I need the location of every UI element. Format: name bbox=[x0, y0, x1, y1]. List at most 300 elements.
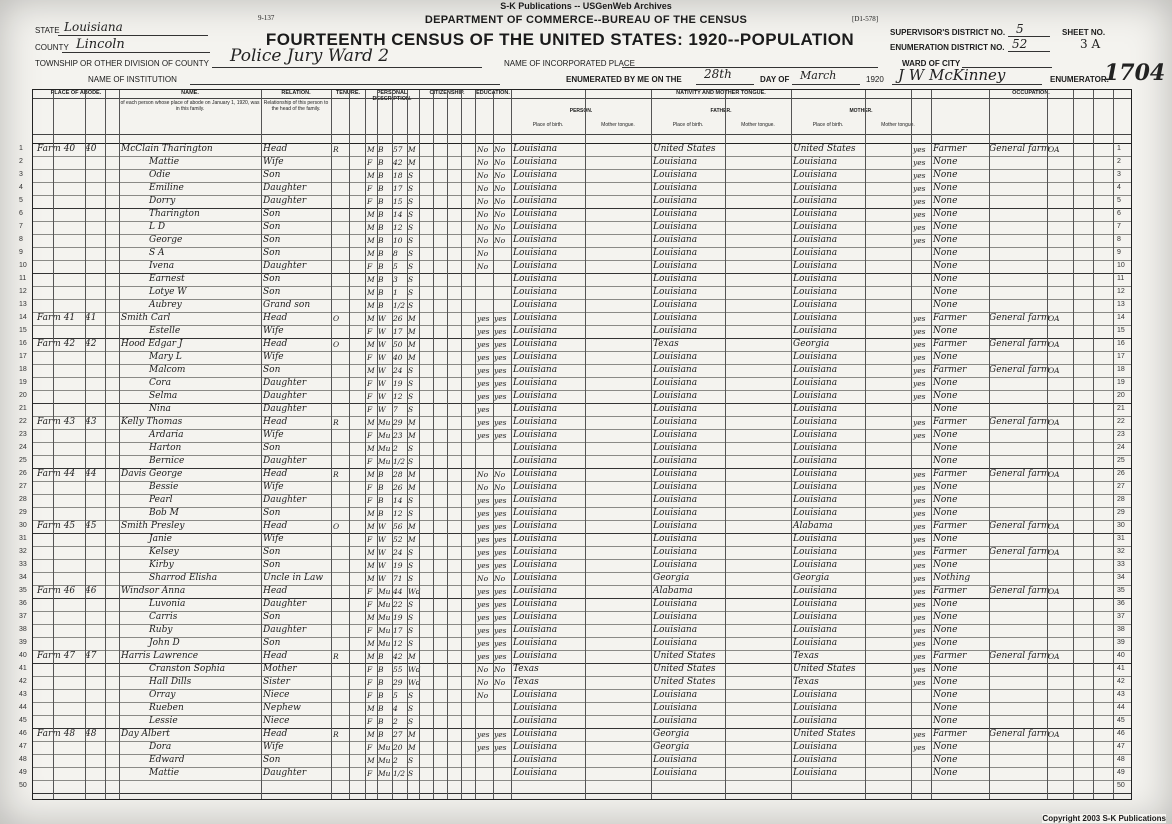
line-number: 13 bbox=[19, 301, 27, 308]
cell-rel: Son bbox=[263, 274, 281, 284]
cell-ms: S bbox=[408, 392, 414, 401]
column-rule bbox=[419, 90, 420, 799]
cell-wr: yes bbox=[494, 418, 507, 427]
cell-sex: M bbox=[367, 561, 375, 570]
cell-occ: None bbox=[933, 391, 958, 401]
county-label: COUNTY bbox=[35, 43, 69, 52]
line-number: 1 bbox=[19, 145, 23, 152]
table-row bbox=[19, 351, 1131, 365]
line-number: 38 bbox=[19, 626, 27, 633]
cell-name: Mattie bbox=[149, 768, 180, 778]
line-number: 9 bbox=[19, 249, 23, 256]
cell-rel: Head bbox=[263, 144, 288, 154]
cell-wr: yes bbox=[494, 548, 507, 557]
line-number-right: 43 bbox=[1117, 691, 1125, 698]
cell-ind: General farm bbox=[989, 469, 1050, 479]
cell-name: Day Albert bbox=[121, 729, 170, 739]
cell-sex: M bbox=[367, 704, 375, 713]
table-row bbox=[19, 234, 1131, 248]
line-number-right: 20 bbox=[1117, 392, 1125, 399]
cell-mpob: United States bbox=[793, 664, 856, 674]
cell-age: 12 bbox=[393, 509, 403, 518]
cell-race: B bbox=[378, 275, 384, 284]
cell-cls: OA bbox=[1048, 730, 1060, 739]
cell-fpob: Louisiana bbox=[653, 430, 698, 440]
cell-name: Bob M bbox=[149, 508, 179, 518]
cell-rel: Daughter bbox=[263, 456, 307, 466]
enumerator-label: ENUMERATOR. bbox=[1050, 75, 1109, 84]
line-number-right: 46 bbox=[1117, 730, 1125, 737]
cell-fam: 40 bbox=[85, 144, 97, 154]
cell-rd: No bbox=[477, 171, 489, 180]
cell-cls: OA bbox=[1048, 587, 1060, 596]
cell-name: S A bbox=[149, 248, 165, 258]
cell-mpob: Louisiana bbox=[793, 209, 838, 219]
cell-name: Luvonia bbox=[149, 599, 186, 609]
cell-rd: yes bbox=[477, 353, 490, 362]
copyright-notice: Copyright 2003 S-K Publications bbox=[1042, 814, 1166, 823]
cell-fam: 45 bbox=[85, 521, 97, 531]
cell-pob: Louisiana bbox=[513, 235, 558, 245]
table-row bbox=[19, 546, 1131, 560]
cell-occ: None bbox=[933, 248, 958, 258]
cell-fpob: Louisiana bbox=[653, 248, 698, 258]
column-rule bbox=[791, 90, 792, 799]
cell-rd: yes bbox=[477, 743, 490, 752]
cell-occ: Farmer bbox=[933, 547, 967, 557]
cell-mpob: Louisiana bbox=[793, 716, 838, 726]
cell-sex: M bbox=[367, 548, 375, 557]
table-row bbox=[19, 741, 1131, 755]
cell-own: R bbox=[333, 418, 339, 427]
cell-ms: M bbox=[408, 158, 416, 167]
cell-eng: yes bbox=[913, 158, 926, 167]
cell-race: Mu bbox=[378, 587, 391, 596]
cell-rel: Daughter bbox=[263, 404, 307, 414]
cell-race: W bbox=[378, 535, 386, 544]
cell-rd: yes bbox=[477, 366, 490, 375]
cell-wr: No bbox=[494, 197, 506, 206]
cell-ms: S bbox=[408, 197, 414, 206]
line-number: 10 bbox=[19, 262, 27, 269]
cell-sex: F bbox=[367, 353, 373, 362]
cell-mpob: Louisiana bbox=[793, 560, 838, 570]
cell-eng: yes bbox=[913, 340, 926, 349]
cell-rel: Head bbox=[263, 339, 288, 349]
cell-pob: Louisiana bbox=[513, 196, 558, 206]
cell-rel: Son bbox=[263, 612, 281, 622]
line-number: 35 bbox=[19, 587, 27, 594]
cell-cls: OA bbox=[1048, 548, 1060, 557]
cell-ms: S bbox=[408, 769, 414, 778]
cell-mpob: Louisiana bbox=[793, 417, 838, 427]
cell-name: Mary L bbox=[149, 352, 182, 362]
cell-ms: M bbox=[408, 340, 416, 349]
cell-eng: yes bbox=[913, 418, 926, 427]
state-label: STATE bbox=[35, 26, 60, 35]
cell-name: Sharrod Elisha bbox=[149, 573, 218, 583]
cell-eng: yes bbox=[913, 431, 926, 440]
cell-age: 14 bbox=[393, 210, 403, 219]
cell-pob: Texas bbox=[513, 677, 539, 687]
cell-ms: M bbox=[408, 418, 416, 427]
column-rule bbox=[349, 90, 350, 799]
line-number-right: 31 bbox=[1117, 535, 1125, 542]
table-row bbox=[19, 260, 1131, 274]
cell-ms: S bbox=[408, 613, 414, 622]
cell-fam: 44 bbox=[85, 469, 97, 479]
cell-rd: No bbox=[477, 145, 489, 154]
cell-name: Carris bbox=[149, 612, 178, 622]
cell-race: B bbox=[378, 652, 384, 661]
cell-sex: M bbox=[367, 613, 375, 622]
cell-name: Pearl bbox=[149, 495, 173, 505]
line-number-right: 30 bbox=[1117, 522, 1125, 529]
column-rule bbox=[447, 90, 448, 799]
cell-age: 42 bbox=[393, 652, 403, 661]
cell-ms: M bbox=[408, 535, 416, 544]
cell-rel: Daughter bbox=[263, 391, 307, 401]
cell-dw: Farm 40 bbox=[37, 144, 76, 154]
cell-name: Kelsey bbox=[149, 547, 179, 557]
cell-name: Hall Dills bbox=[149, 677, 192, 687]
line-number: 3 bbox=[19, 171, 23, 178]
cell-eng: yes bbox=[913, 327, 926, 336]
cell-eng: yes bbox=[913, 730, 926, 739]
line-number-right: 2 bbox=[1117, 158, 1121, 165]
cell-eng: yes bbox=[913, 509, 926, 518]
cell-rd: yes bbox=[477, 626, 490, 635]
table-row bbox=[19, 611, 1131, 625]
cell-occ: None bbox=[933, 456, 958, 466]
line-number-right: 4 bbox=[1117, 184, 1121, 191]
cell-mpob: Louisiana bbox=[793, 547, 838, 557]
cell-name: Nina bbox=[149, 404, 171, 414]
cell-occ: Farmer bbox=[933, 417, 967, 427]
line-number: 21 bbox=[19, 405, 27, 412]
cell-race: Mu bbox=[378, 444, 391, 453]
cell-mpob: Louisiana bbox=[793, 742, 838, 752]
line-number-right: 26 bbox=[1117, 470, 1125, 477]
cell-own: O bbox=[333, 522, 340, 531]
cell-name: Dorry bbox=[149, 196, 176, 206]
cell-ind: General farm bbox=[989, 651, 1050, 661]
line-number: 2 bbox=[19, 158, 23, 165]
line-number-right: 19 bbox=[1117, 379, 1125, 386]
cell-sex: M bbox=[367, 171, 375, 180]
cell-mpob: Louisiana bbox=[793, 274, 838, 284]
line-number: 8 bbox=[19, 236, 23, 243]
line-number-right: 10 bbox=[1117, 262, 1125, 269]
table-row bbox=[19, 585, 1131, 599]
cell-occ: Farmer bbox=[933, 729, 967, 739]
cell-wr: No bbox=[494, 574, 506, 583]
table-row bbox=[19, 247, 1131, 261]
cell-eng: yes bbox=[913, 483, 926, 492]
line-number-right: 28 bbox=[1117, 496, 1125, 503]
page-title: FOURTEENTH CENSUS OF THE UNITED STATES: 1920--POPULATION bbox=[265, 30, 855, 49]
cell-fpob: Louisiana bbox=[653, 287, 698, 297]
cell-occ: None bbox=[933, 612, 958, 622]
cell-name: Cranston Sophia bbox=[149, 664, 226, 674]
table-row bbox=[19, 312, 1131, 326]
cell-fpob: Louisiana bbox=[653, 365, 698, 375]
table-row bbox=[19, 143, 1131, 157]
cell-mpob: Louisiana bbox=[793, 365, 838, 375]
cell-ms: S bbox=[408, 496, 414, 505]
line-number: 33 bbox=[19, 561, 27, 568]
cell-rel: Grand son bbox=[263, 300, 311, 310]
cell-race: B bbox=[378, 301, 384, 310]
cell-name: McClain Tharington bbox=[121, 144, 213, 154]
line-number-right: 32 bbox=[1117, 548, 1125, 555]
cell-occ: None bbox=[933, 183, 958, 193]
cell-eng: yes bbox=[913, 548, 926, 557]
cell-pob: Louisiana bbox=[513, 183, 558, 193]
cell-sex: F bbox=[367, 691, 373, 700]
table-row bbox=[19, 559, 1131, 573]
cell-name: Lotye W bbox=[149, 287, 187, 297]
form-number: 9-137 bbox=[258, 14, 275, 22]
column-rule bbox=[911, 90, 912, 799]
line-number-right: 14 bbox=[1117, 314, 1125, 321]
cell-sex: M bbox=[367, 288, 375, 297]
cell-eng: yes bbox=[913, 743, 926, 752]
institution-label: NAME OF INSTITUTION bbox=[88, 75, 177, 84]
table-row bbox=[19, 325, 1131, 339]
cell-occ: None bbox=[933, 326, 958, 336]
column-rule bbox=[392, 90, 393, 799]
cell-ms: S bbox=[408, 262, 414, 271]
cell-race: B bbox=[378, 678, 384, 687]
line-number: 40 bbox=[19, 652, 27, 659]
cell-ms: S bbox=[408, 405, 414, 414]
column-rule bbox=[85, 90, 86, 799]
cell-race: Mu bbox=[378, 626, 391, 635]
table-row bbox=[19, 624, 1131, 638]
cell-race: B bbox=[378, 509, 384, 518]
cell-name: Mattie bbox=[149, 157, 180, 167]
cell-eng: yes bbox=[913, 639, 926, 648]
cell-occ: None bbox=[933, 222, 958, 232]
cell-fpob: Louisiana bbox=[653, 378, 698, 388]
cell-occ: None bbox=[933, 677, 958, 687]
cell-sex: M bbox=[367, 470, 375, 479]
cell-ms: S bbox=[408, 509, 414, 518]
cell-mpob: Louisiana bbox=[793, 495, 838, 505]
cell-fpob: Georgia bbox=[653, 573, 690, 583]
cell-mpob: Louisiana bbox=[793, 768, 838, 778]
line-number: 26 bbox=[19, 470, 27, 477]
cell-ms: M bbox=[408, 353, 416, 362]
cell-pob: Louisiana bbox=[513, 755, 558, 765]
cell-ms: S bbox=[408, 171, 414, 180]
table-row bbox=[19, 572, 1131, 586]
cell-rd: yes bbox=[477, 405, 490, 414]
cell-ind: General farm bbox=[989, 586, 1050, 596]
person-heading: PERSON. bbox=[569, 108, 593, 114]
cell-pob: Louisiana bbox=[513, 209, 558, 219]
cell-pob: Louisiana bbox=[513, 729, 558, 739]
column-rule bbox=[407, 90, 408, 799]
cell-fpob: United States bbox=[653, 677, 716, 687]
cell-rel: Mother bbox=[263, 664, 297, 674]
cell-occ: None bbox=[933, 274, 958, 284]
cell-age: 17 bbox=[393, 626, 403, 635]
person-tongue-heading: Mother tongue. bbox=[601, 122, 635, 128]
cell-eng: yes bbox=[913, 392, 926, 401]
cell-mpob: Georgia bbox=[793, 573, 830, 583]
sheet-number-value: 3 A bbox=[1080, 37, 1101, 51]
line-number-right: 50 bbox=[1117, 782, 1125, 789]
publisher-banner: S-K Publications -- USGenWeb Archives bbox=[500, 1, 672, 11]
cell-fpob: Louisiana bbox=[653, 599, 698, 609]
cell-wr: yes bbox=[494, 327, 507, 336]
cell-rd: No bbox=[477, 210, 489, 219]
cell-ms: M bbox=[408, 522, 416, 531]
cell-name: Bessie bbox=[149, 482, 179, 492]
column-rule bbox=[331, 90, 332, 799]
table-row bbox=[19, 169, 1131, 183]
line-number-right: 42 bbox=[1117, 678, 1125, 685]
column-rule bbox=[1113, 90, 1114, 799]
cell-wr: yes bbox=[494, 379, 507, 388]
cell-ms: S bbox=[408, 379, 414, 388]
cell-eng: yes bbox=[913, 652, 926, 661]
cell-ind: General farm bbox=[989, 339, 1050, 349]
cell-age: 71 bbox=[393, 574, 403, 583]
line-number-right: 37 bbox=[1117, 613, 1125, 620]
cell-rd: No bbox=[477, 236, 489, 245]
cell-ms: S bbox=[408, 561, 414, 570]
line-number: 24 bbox=[19, 444, 27, 451]
cell-mpob: Alabama bbox=[793, 521, 833, 531]
cell-pob: Louisiana bbox=[513, 222, 558, 232]
enumeration-year: 1920 bbox=[866, 75, 884, 84]
line-number: 44 bbox=[19, 704, 27, 711]
cell-age: 18 bbox=[393, 171, 403, 180]
line-number-right: 24 bbox=[1117, 444, 1125, 451]
cell-rd: yes bbox=[477, 522, 490, 531]
cell-sex: F bbox=[367, 197, 373, 206]
cell-wr: yes bbox=[494, 730, 507, 739]
cell-wr: No bbox=[494, 171, 506, 180]
cell-rel: Head bbox=[263, 313, 288, 323]
cell-occ: None bbox=[933, 625, 958, 635]
cell-mpob: Louisiana bbox=[793, 690, 838, 700]
cell-eng: yes bbox=[913, 522, 926, 531]
cell-sex: F bbox=[367, 431, 373, 440]
cell-ms: S bbox=[408, 288, 414, 297]
cell-eng: yes bbox=[913, 197, 926, 206]
cell-fpob: Louisiana bbox=[653, 196, 698, 206]
cell-race: B bbox=[378, 496, 384, 505]
cell-rel: Head bbox=[263, 729, 288, 739]
cell-wr: yes bbox=[494, 626, 507, 635]
cell-age: 10 bbox=[393, 236, 403, 245]
cell-rel: Son bbox=[263, 443, 281, 453]
cell-own: R bbox=[333, 652, 339, 661]
cell-rel: Wife bbox=[263, 742, 284, 752]
cell-eng: yes bbox=[913, 184, 926, 193]
cell-rd: No bbox=[477, 184, 489, 193]
form-number-secondary: [D1-578] bbox=[852, 15, 879, 23]
cell-wr: yes bbox=[494, 587, 507, 596]
cell-race: B bbox=[378, 717, 384, 726]
cell-pob: Louisiana bbox=[513, 742, 558, 752]
cell-occ: None bbox=[933, 170, 958, 180]
table-row bbox=[19, 702, 1131, 716]
cell-rel: Uncle in Law bbox=[263, 573, 324, 583]
line-number-right: 16 bbox=[1117, 340, 1125, 347]
cell-race: W bbox=[378, 405, 386, 414]
cell-wr: yes bbox=[494, 353, 507, 362]
line-number-right: 5 bbox=[1117, 197, 1121, 204]
line-number: 15 bbox=[19, 327, 27, 334]
line-number-right: 47 bbox=[1117, 743, 1125, 750]
cell-rel: Son bbox=[263, 547, 281, 557]
cell-rd: yes bbox=[477, 587, 490, 596]
cell-occ: None bbox=[933, 235, 958, 245]
cell-eng: yes bbox=[913, 314, 926, 323]
cell-occ: Farmer bbox=[933, 651, 967, 661]
cell-mpob: Louisiana bbox=[793, 378, 838, 388]
cell-sex: M bbox=[367, 249, 375, 258]
cell-mpob: Louisiana bbox=[793, 248, 838, 258]
line-number: 18 bbox=[19, 366, 27, 373]
cell-fpob: Louisiana bbox=[653, 703, 698, 713]
cell-mpob: Louisiana bbox=[793, 703, 838, 713]
cell-age: 3 bbox=[393, 275, 398, 284]
line-number-right: 35 bbox=[1117, 587, 1125, 594]
column-rule bbox=[1093, 90, 1094, 799]
line-number: 14 bbox=[19, 314, 27, 321]
cell-dw: Farm 47 bbox=[37, 651, 76, 661]
cell-race: Mu bbox=[378, 431, 391, 440]
cell-age: 55 bbox=[393, 665, 403, 674]
line-number: 37 bbox=[19, 613, 27, 620]
cell-ind: General farm bbox=[989, 521, 1050, 531]
cell-pob: Louisiana bbox=[513, 703, 558, 713]
cell-occ: None bbox=[933, 716, 958, 726]
cell-name: George bbox=[149, 235, 183, 245]
cell-wr: No bbox=[494, 210, 506, 219]
cell-name: Lessie bbox=[149, 716, 178, 726]
cell-race: Mu bbox=[378, 769, 391, 778]
group-name: NAME. bbox=[119, 90, 261, 99]
group-nativity: NATIVITY AND MOTHER TONGUE. bbox=[511, 90, 931, 99]
cell-age: 19 bbox=[393, 613, 403, 622]
cell-mpob: Louisiana bbox=[793, 404, 838, 414]
ward-of-city-label: WARD OF CITY bbox=[902, 59, 961, 68]
cell-eng: yes bbox=[913, 223, 926, 232]
cell-rel: Son bbox=[263, 222, 281, 232]
cell-cls: OA bbox=[1048, 340, 1060, 349]
enumeration-day: 28th bbox=[704, 67, 732, 81]
table-row bbox=[19, 208, 1131, 222]
table-row bbox=[19, 637, 1131, 651]
cell-pob: Louisiana bbox=[513, 378, 558, 388]
cell-age: 52 bbox=[393, 535, 403, 544]
cell-occ: None bbox=[933, 755, 958, 765]
line-number: 20 bbox=[19, 392, 27, 399]
cell-name: Aubrey bbox=[149, 300, 182, 310]
cell-fpob: Louisiana bbox=[653, 482, 698, 492]
cell-ind: General farm bbox=[989, 417, 1050, 427]
cell-race: B bbox=[378, 171, 384, 180]
cell-mpob: United States bbox=[793, 144, 856, 154]
cell-mpob: Louisiana bbox=[793, 313, 838, 323]
